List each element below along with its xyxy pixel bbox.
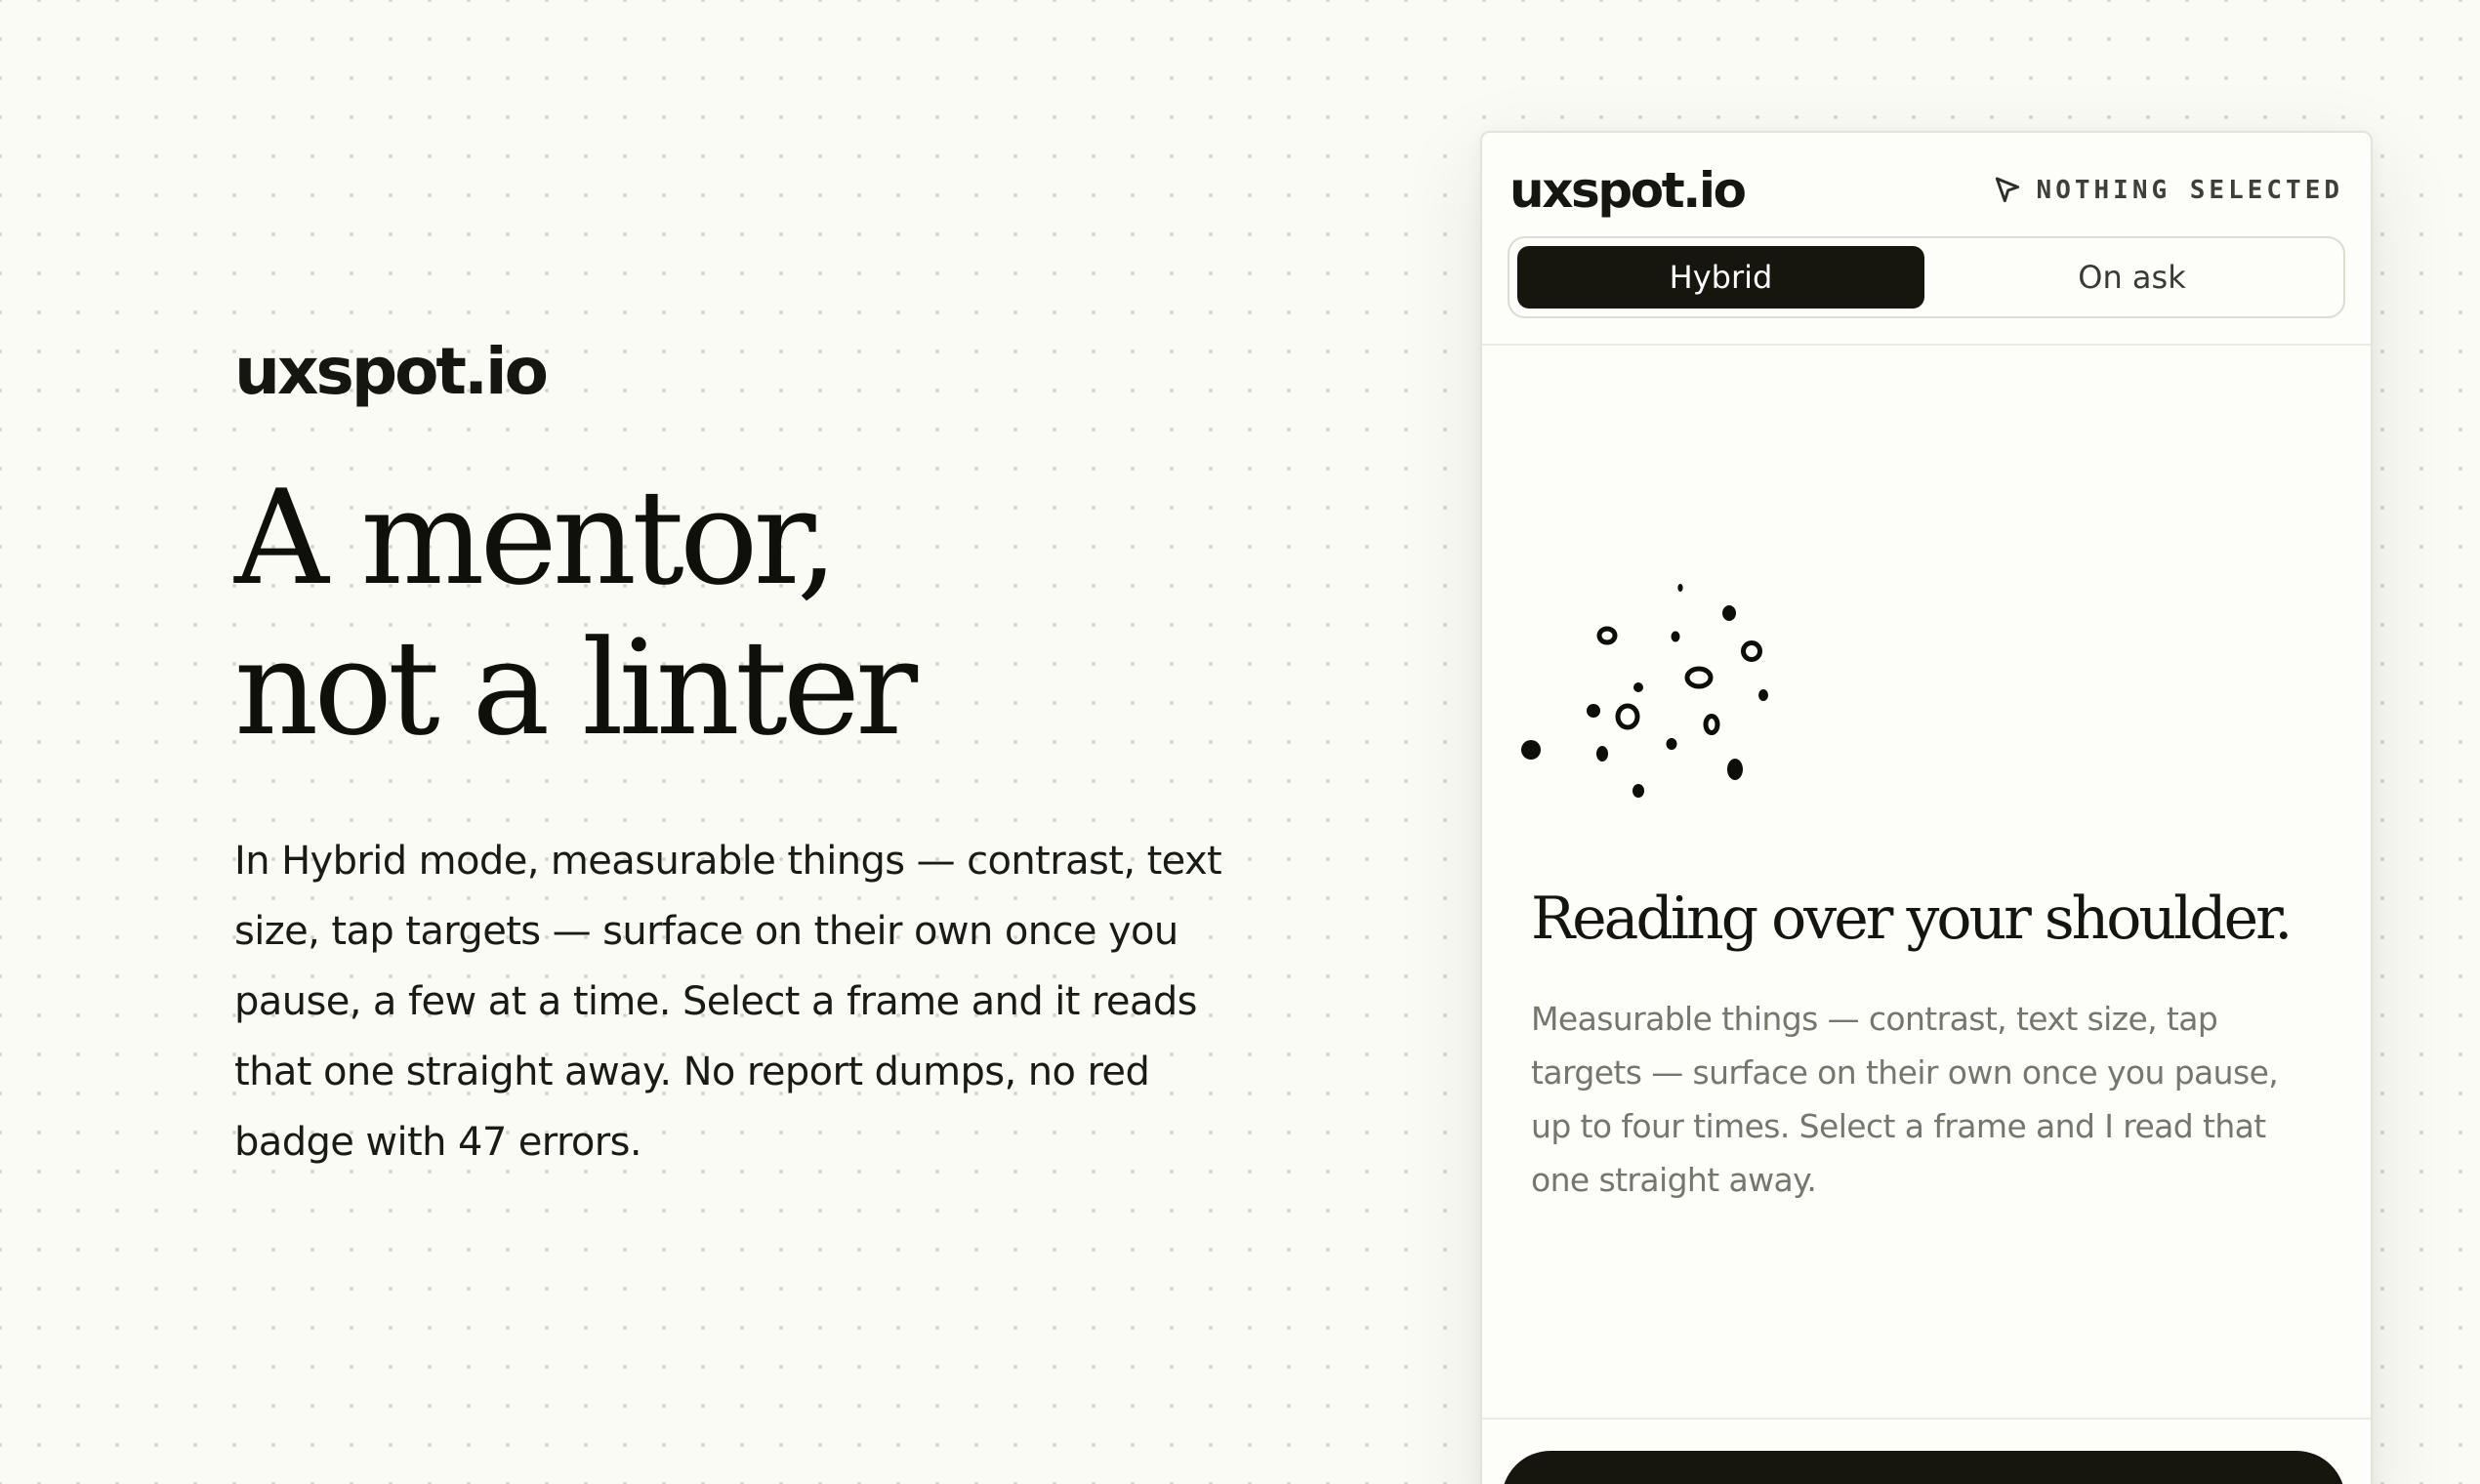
hero-title-line-2: not a linter [234, 612, 914, 764]
mode-option-hybrid[interactable]: Hybrid [1517, 246, 1924, 309]
panel-heading: Reading over your shoulder. [1531, 885, 2291, 953]
selection-status-text: NOTHING SELECTED [2036, 176, 2343, 205]
panel-logo: uxspot.io [1509, 162, 1745, 219]
mode-option-on-ask[interactable]: On ask [2078, 259, 2186, 296]
panel-description: Measurable things — contrast, text size, tap targets — surface on their own once you pause, up to four times. Select a frame and I read that one straight away. [1531, 1000, 2279, 1199]
selection-status [1992, 175, 2343, 206]
hero-description: In Hybrid mode, measurable things — contrast, text size, tap targets — surface on their own once you pause, a few at a time. Select a frame and it reads that one straight away. No report dumps, no red badge with 47 errors. [234, 839, 1222, 1165]
hero-title [234, 463, 1250, 763]
panel-divider [1482, 344, 2371, 346]
panel-header [1509, 158, 2343, 223]
plugin-panel [1480, 131, 2373, 1484]
hero-section [234, 332, 1250, 1177]
panel-footer-divider [1482, 1418, 2371, 1420]
scattered-dots-illustration [1517, 580, 1810, 834]
primary-action-button[interactable] [1502, 1451, 2345, 1484]
mode-toggle [1508, 236, 2345, 318]
hero-logo: uxspot.io [234, 334, 547, 409]
hero-title-line-1: A mentor, [234, 462, 834, 614]
cursor-arrow-icon [1992, 175, 2023, 206]
